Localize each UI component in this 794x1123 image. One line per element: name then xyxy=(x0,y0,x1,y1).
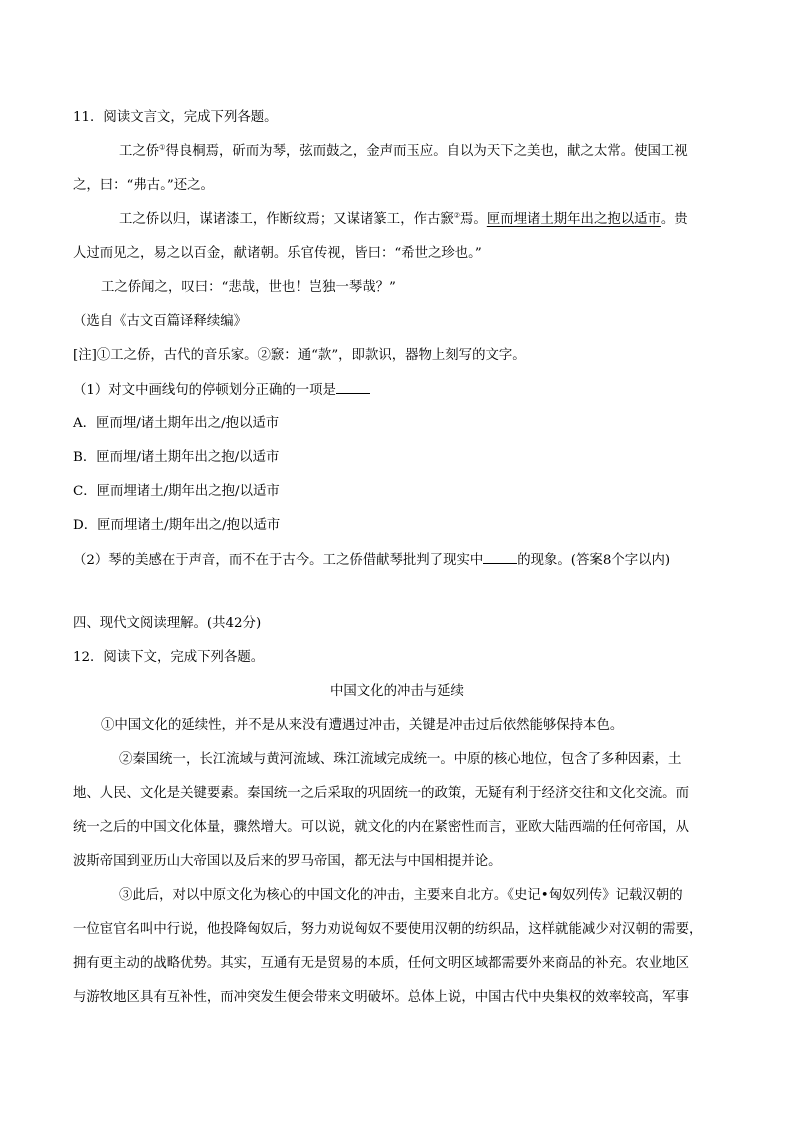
option-b: B．匣而埋/诸土期年出之抱/以适市 xyxy=(73,450,280,465)
section-4-heading: 四、现代文阅读理解。(共42分) xyxy=(73,616,262,631)
underlined-sentence: 匣而埋诸土期年出之抱以适市 xyxy=(486,212,661,227)
passage-paragraph-1-line-1: 工之侨①得良桐焉，斫而为琴，弦而鼓之，金声而玉应。自以为天下之美也，献之太常。使国工视 xyxy=(119,143,688,159)
sub-question-2: （2）琴的美感在于声音，而不在于古今。工之侨借献琴批判了现实中 的现象。(答案8个字以内) xyxy=(73,553,671,568)
article-paragraph-2-line-2: 地、人民、文化是关键要素。秦国统一之后采取的巩固统一的政策，无疑有利于经济交往和文化交流。而 xyxy=(73,786,689,801)
article-title: 中国文化的冲击与延续 xyxy=(330,684,464,699)
passage-paragraph-3: 工之侨闻之，叹曰：“悲哉，世也！岂独一琴哉？” xyxy=(101,280,396,295)
article-paragraph-2-line-1: ②秦国统一，长江流域与黄河流域、珠江流域完成统一。中原的核心地位，包含了多种因素，土 xyxy=(119,752,682,767)
option-a: A．匣而埋/诸土期年出之/抱以适市 xyxy=(73,416,280,431)
article-paragraph-3-line-4: 与游牧地区具有互补性，而冲突发生便会带来文明破坏。总体上说，中国古代中央集权的效率较高，军事 xyxy=(73,990,689,1005)
footnote-marker-2: ② xyxy=(453,211,461,220)
footnote-marker-1: ① xyxy=(159,143,166,152)
question-11-heading: 11．阅读文言文，完成下列各题。 xyxy=(73,110,278,125)
article-paragraph-3-line-3: 拥有更主动的战略优势。其实，互通有无是贸易的本质，任何文明区域都需要外来商品的补充。农业地区 xyxy=(73,956,689,971)
article-paragraph-3-line-2: 一位宦官名叫中行说，他投降匈奴后，努力劝说匈奴不要使用汉朝的纺织品，这样就能减少对汉朝的需要， xyxy=(73,922,703,937)
sub-question-1: （1）对文中画线句的停顿划分正确的一项是 xyxy=(73,381,370,400)
passage-paragraph-2-line-2: 人过而见之，易之以百金，献诸朝。乐官传视，皆曰：“希世之珍也。” xyxy=(73,246,482,261)
passage-paragraph-2-line-1: 工之侨以归，谋诸漆工，作断纹焉；又谋诸篆工，作古窾②焉。匣而埋诸土期年出之抱以适市。贵 xyxy=(119,211,688,227)
answer-blank xyxy=(336,381,370,394)
passage-paragraph-1-line-2: 之，曰：“弗古。”还之。 xyxy=(73,178,214,193)
article-paragraph-2-line-3: 统一之后的中国文化体量，骤然增大。可以说，就文化的内在紧密性而言，亚欧大陆西端的任何帝国，从 xyxy=(73,820,689,835)
option-d: D．匣而埋诸土/期年出之/抱以适市 xyxy=(73,518,281,533)
passage-source: （选自《古文百篇译释续编》 xyxy=(73,314,248,329)
article-paragraph-2-line-4: 波斯帝国到亚历山大帝国以及后来的罗马帝国，都无法与中国相提并论。 xyxy=(73,854,502,869)
article-paragraph-1: ①中国文化的延续性，并不是从来没有遭遇过冲击，关键是冲击过后依然能够保持本色。 xyxy=(101,718,624,733)
passage-note: [注]①工之侨，古代的音乐家。②窾：通“款”，即款识，器物上刻写的文字。 xyxy=(73,348,526,363)
answer-blank xyxy=(483,551,517,564)
option-c: C．匣而埋诸土/期年出之抱/以适市 xyxy=(73,484,280,499)
question-12-heading: 12．阅读下文，完成下列各题。 xyxy=(73,650,265,665)
article-paragraph-3-line-1: ③此后，对以中原文化为核心的中国文化的冲击，主要来自北方。《史记•匈奴列传》记载汉朝的 xyxy=(119,888,683,903)
